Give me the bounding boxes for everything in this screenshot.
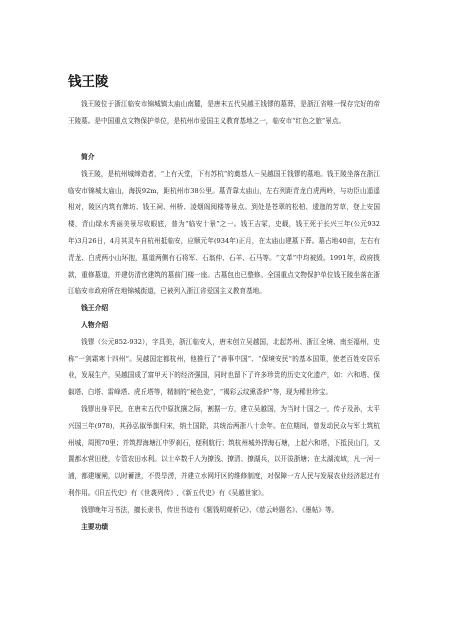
heading-jianjie: 简介: [81, 153, 95, 161]
intro-section: [68, 96, 380, 130]
heading-qianwang-jieshao: 钱王介绍: [81, 304, 109, 313]
jianjie-section: [68, 149, 380, 535]
page-title: 钱王陵: [68, 74, 109, 90]
renwu-paragraph-2: 钱镠出身平民，在唐末五代中原扰攘之际，割据一方，建立吴越国，为当时十国之一，传子及孙，太平兴国三年(978)，其孙弘俶举旗归宋，纳土国除，共统治两浙八十余年。在位期间，曾发动民众与军士筑杭州城，周围70里；并筑捍海塘江中罗刹石，便利航行；筑杭州城外捍海石塘，上起六和塔，下抵艮山门，又置都水营田使，专管农田水利。以士卒数千人为撩浅、撩清、撩湖兵，以开浚浙塘；在太湖流域，凡一河一浦，都建堰闸，以时蓄泄，不畏旱涝，并建立水网圩区的维修制度，对保障一方人民与发展农业经济起过有利作用。《旧五代史》有《世袭列传》,《新五代史》有《吴越世家》。: [68, 404, 380, 497]
heading-renwu-jieshao: 人物介绍: [81, 320, 109, 329]
jianjie-paragraph: 钱王陵，是杭州城缔造者，“上有天堂，下有苏杭”的奠基人－吴越国王钱镠的墓地。钱王陵坐落在浙江临安市锦城太庙山，海拔92m，距杭州市38公里。墓背靠太庙山，左右列距青龙白虎两岭，与功臣山遥遥相对，陵区内筑有牌坊、钱王祠、州桥、凌烟阁阅楼等景点。到处是苍翠的松柏、逶迤的芳草，登上安国楼，青山绿水秀丽美景尽收眼底，普为“临安十景”之一。钱王吉冢，史载，钱王死于长兴三年(公元932年)3月26日，4月其灵车自杭州抵临安，应顺元年(934年)正月，在太庙山建墓下葬。墓占地40亩，左右有青龙、白虎两小山环抱，墓道两侧有石将军、石翁仲、石羊、石马等。“文革”中均被毁。1991年，政府拨款，重修墓道，并建仿清官建筑的墓前门楼一座。古墓包也已整修。全国重点文物保护单位钱王陵坐落在浙江临安市政府所在地锦城街道，已被列入浙江省爱国主义教育基地。: [68, 169, 380, 296]
renwu-paragraph-3: 钱镠晚年习书法，擅长隶书，传世书迹有《题钱明观析记》、《慈云岭题名》、《墨帖》等。: [81, 505, 339, 514]
renwu-paragraph-1: 钱镠（公元852-932），字具美，浙江临安人，唐末创立吴越国，北起苏州、浙江全境、南至福州，史称“一剑霜寒十四州”。吴越国定都杭州，他推行了“善事中国”、“保境安民”的基本国策，使老百姓安居乐业，发展生产，吴越国成了富甲天下的经济强国，同时也留下了许多珍贵的历史文化遗产，如：六和塔、保俶塔、白塔、雷峰塔、虎丘塔等，精制的“秘色瓷”，“褐彩云纹熏香炉”等，现为稀世珍宝。: [68, 337, 380, 397]
heading-zhuyao-gongji: 主要功绩: [81, 522, 109, 531]
intro-paragraph: 钱王陵位于浙江临安市锦城镇太庙山南麓，是唐末五代吴越王钱镠的墓葬，是浙江省唯一保存完好的帝王陵墓。是中国重点文物保护单位，是杭州市爱国主义教育基地之一，临安市“红色之旅”景点。: [68, 100, 380, 125]
